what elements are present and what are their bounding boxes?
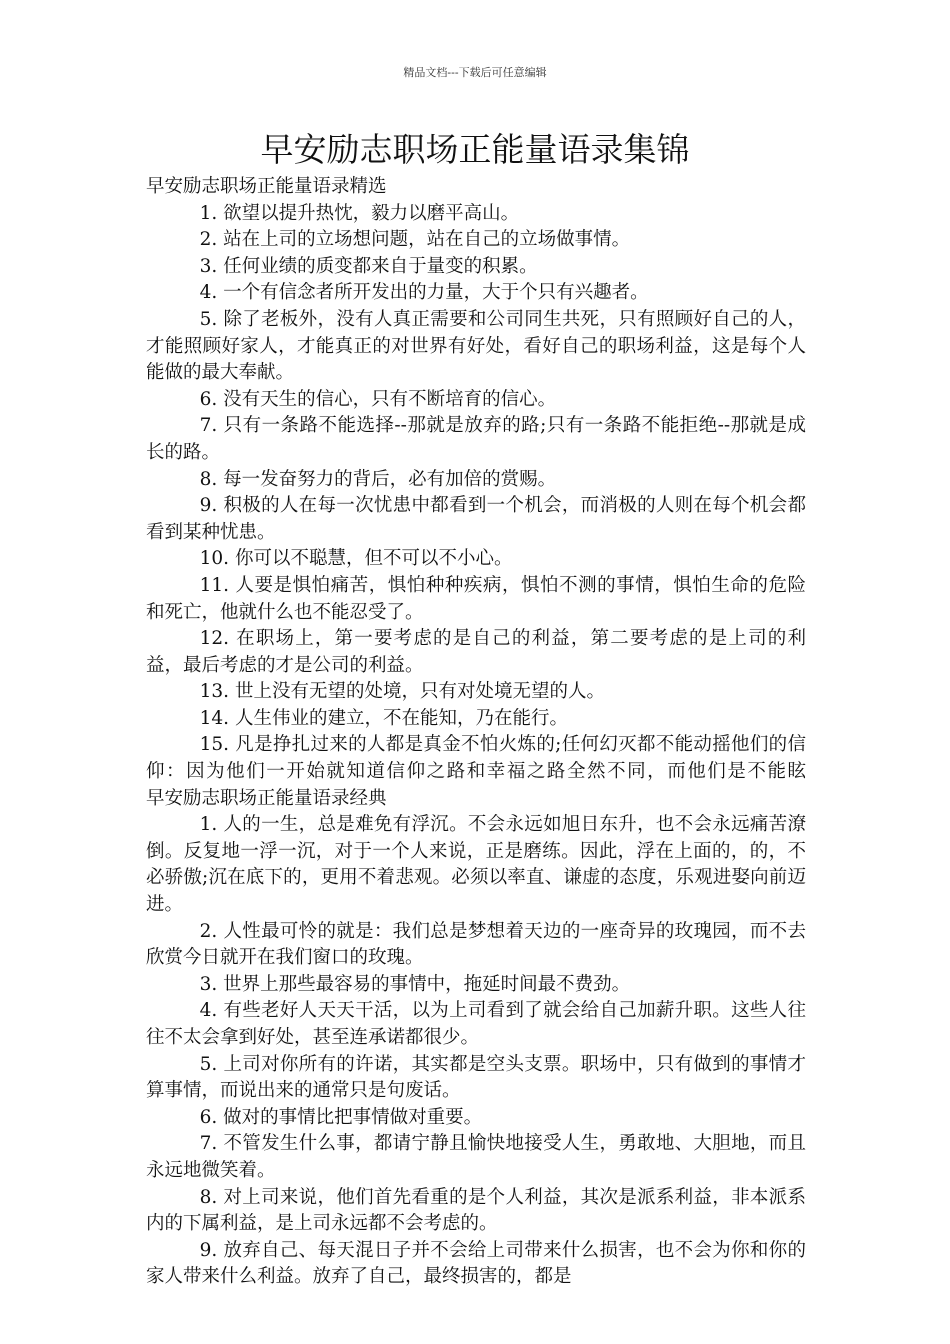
paragraph: 7. 不管发生什么事，都请宁静且愉快地接受人生，勇敢地、大胆地，而且永远地微笑着。 xyxy=(146,1133,806,1181)
paragraph: 11. 人要是惧怕痛苦，惧怕种种疾病，惧怕不测的事情，惧怕生命的危险和死亡，他就什么也不能忍受了。 xyxy=(146,574,806,623)
paragraph: 5. 除了老板外，没有人真正需要和公司同生共死，只有照顾好自己的人，才能照顾好家人，才能真正的对世界有好处，看好自己的职场利益，这是每个人能做的最大奉献。 xyxy=(146,308,806,384)
page-header: 精品文档---下载后可任意编辑 xyxy=(403,66,547,79)
paragraph: 3. 任何业绩的质变都来自于量变的积累。 xyxy=(199,255,538,277)
paragraph: 5. 上司对你所有的许诺，其实都是空头支票。职场中，只有做到的事情才算事情，而说出来的通常只是句废话。 xyxy=(146,1053,806,1102)
paragraph: 9. 放弃自己、每天混日子并不会给上司带来什么损害，也不会为你和你的家人带来什么利益。放弃了自己，最终损害的，都是 xyxy=(146,1239,806,1288)
paragraph: 12. 在职场上，第一要考虑的是自己的利益，第二要考虑的是上司的利益，最后考虑的才是公司的利益。 xyxy=(146,628,806,676)
paragraph: 10. 你可以不聪慧，但不可以不小心。 xyxy=(199,548,513,570)
paragraph: 2. 人性最可怜的就是：我们总是梦想着天边的一座奇异的玫瑰园，而不去欣赏今日就开在我们窗口的玫瑰。 xyxy=(146,920,806,969)
paragraph: 6. 没有天生的信心，只有不断培育的信心。 xyxy=(199,388,557,410)
paragraph: 8. 对上司来说，他们首先看重的是个人利益，其次是派系利益，非本派系内的下属利益，是上司永远都不会考虑的。 xyxy=(146,1186,806,1235)
paragraph: 4. 有些老好人天天干活，以为上司看到了就会给自己加薪升职。这些人往往不太会拿到好处，甚至连承诺都很少。 xyxy=(146,1000,806,1048)
paragraph: 9. 积极的人在每一次忧患中都看到一个机会，而消极的人则在每个机会都看到某种忧患。 xyxy=(146,495,806,543)
paragraph: 7. 只有一条路不能选择--那就是放弃的路;只有一条路不能拒绝--那就是成长的路。 xyxy=(146,415,806,463)
paragraph: 14. 人生伟业的建立，不在能知，乃在能行。 xyxy=(199,707,568,729)
paragraph: 4. 一个有信念者所开发出的力量，大于个只有兴趣者。 xyxy=(199,282,649,304)
section-heading: 早安励志职场正能量语录精选 xyxy=(146,176,387,197)
paragraph: 3. 世界上那些最容易的事情中，拖延时间最不费劲。 xyxy=(199,973,631,995)
paragraph: 13. 世上没有无望的处境，只有对处境无望的人。 xyxy=(199,681,605,703)
paragraph: 1. 人的一生，总是难免有浮沉。不会永远如旭日东升，也不会永远痛苦潦倒。反复地一浮一沉，对于一个人来说，正是磨练。因此，浮在上面的，的，不必骄傲;沉在底下的，更用不着悲观。必须以率直、谦虚的态度，乐观进娶向前迈进。 xyxy=(146,814,806,916)
paragraph: 2. 站在上司的立场想问题，站在自己的立场做事情。 xyxy=(199,229,631,251)
paragraph: 8. 每一发奋努力的背后，必有加倍的赏赐。 xyxy=(199,468,557,490)
paragraph: 15. 凡是挣扎过来的人都是真金不怕火炼的;任何幻灭都不能动摇他们的信仰：因为他们一开始就知道信仰之路和幸福之路全然不同，而他们是不能眩 早安励志职场正能量语录经典 xyxy=(146,734,844,809)
paragraph: 1. 欲望以提升热忱，毅力以磨平高山。 xyxy=(199,202,520,224)
document-title: 早安励志职场正能量语录集锦 xyxy=(260,130,690,169)
document-body xyxy=(146,174,844,1291)
paragraph: 6. 做对的事情比把事情做对重要。 xyxy=(199,1106,483,1128)
